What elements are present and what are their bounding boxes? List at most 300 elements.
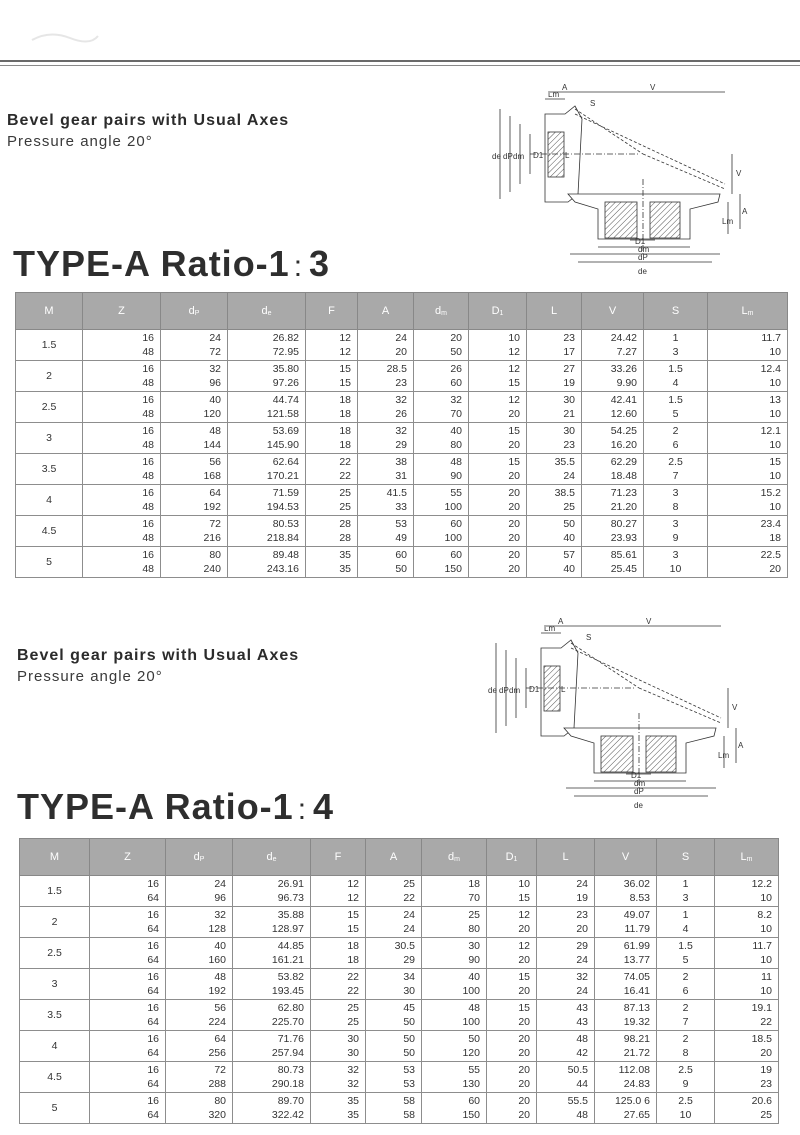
cell-value: 98.21 <box>623 1033 650 1045</box>
cell-m: 5 <box>16 547 83 578</box>
cell-s <box>657 1093 715 1124</box>
cell-value: 15 <box>508 377 520 389</box>
cell-z <box>90 938 166 969</box>
diagram-label-d1b: D1 <box>635 237 646 246</box>
col-dm: $d_m$ <box>414 293 469 330</box>
cell-l <box>537 938 595 969</box>
col-v: V <box>582 293 644 330</box>
cell-value: 20 <box>518 1064 530 1076</box>
cell-value: 216 <box>203 532 221 544</box>
cell-value: 19 <box>563 377 575 389</box>
cell-value: 22 <box>403 892 415 904</box>
cell-value: 80 <box>468 923 480 935</box>
cell-v <box>595 1000 657 1031</box>
cell-d1 <box>487 969 537 1000</box>
cell-value: 32 <box>576 971 588 983</box>
cell-value: 24 <box>563 470 575 482</box>
cell-value: 30 <box>468 940 480 952</box>
cell-value: 12.1 <box>760 425 781 437</box>
cell-value: 54.25 <box>610 425 637 437</box>
cell-f <box>311 1093 366 1124</box>
cell-value: 30 <box>563 394 575 406</box>
cell-value: 40 <box>468 971 480 983</box>
cell-value: 24 <box>214 878 226 890</box>
cell-value: 112.08 <box>618 1064 650 1076</box>
bevel-gear-diagram <box>486 618 751 818</box>
cell-value: 48 <box>214 971 226 983</box>
cell-value: 6 <box>682 985 689 997</box>
cell-value: 50 <box>468 1033 480 1045</box>
cell-value: 2 <box>682 971 689 983</box>
cell-value: 18 <box>339 425 351 437</box>
cell-de <box>233 938 311 969</box>
cell-value: 10 <box>760 892 772 904</box>
cell-value: 12 <box>508 346 520 358</box>
cell-value: 48 <box>450 456 462 468</box>
cell-s <box>657 1000 715 1031</box>
table-row <box>20 1093 779 1124</box>
cell-value: 20 <box>576 923 588 935</box>
cell-value: 2 <box>682 1002 689 1014</box>
cell-value: 256 <box>208 1047 226 1059</box>
cell-value: 33 <box>395 501 407 513</box>
cell-m: 3.5 <box>16 454 83 485</box>
cell-value: 8 <box>682 1047 689 1059</box>
cell-value: 16 <box>142 394 154 406</box>
col-de: $d_e$ <box>228 293 306 330</box>
cell-value: 120 <box>462 1047 480 1059</box>
diagram-label-dp2: dP <box>634 787 644 796</box>
cell-value: 64 <box>147 1109 159 1121</box>
cell-value: 100 <box>462 1016 480 1028</box>
cell-value: 121.58 <box>266 408 299 420</box>
cell-value: 49.07 <box>623 909 650 921</box>
cell-value: 10 <box>760 985 772 997</box>
cell-value: 11.7 <box>761 332 781 344</box>
diagram-label-v2: V <box>732 703 738 712</box>
ratio-value: 3 <box>309 243 331 284</box>
cell-value: 48 <box>142 501 154 513</box>
cell-l <box>537 969 595 1000</box>
cell-value: 20 <box>395 346 407 358</box>
cell-s <box>657 1031 715 1062</box>
cell-value: 50 <box>395 563 407 575</box>
cell-value: 35.80 <box>272 363 299 375</box>
cell-m: 4.5 <box>20 1062 90 1093</box>
cell-m: 5 <box>20 1093 90 1124</box>
cell-dp <box>166 1000 233 1031</box>
cell-m: 3 <box>20 969 90 1000</box>
cell-value: 25 <box>339 487 351 499</box>
diagram-label-de2: de <box>634 801 643 810</box>
cell-value: 32 <box>347 1064 359 1076</box>
cell-value: 60 <box>468 1095 480 1107</box>
cell-value: 53.82 <box>277 971 304 983</box>
cell-value: 32 <box>209 363 221 375</box>
cell-value: 60 <box>450 518 462 530</box>
cell-value: 12.60 <box>610 408 637 420</box>
cell-value: 16 <box>147 878 159 890</box>
cell-value: 36.02 <box>623 878 650 890</box>
cell-value: 193.45 <box>271 985 304 997</box>
cell-value: 15 <box>518 1002 530 1014</box>
cell-value: 61.99 <box>623 940 650 952</box>
col-l: L <box>527 293 582 330</box>
cell-value: 48 <box>142 563 154 575</box>
cell-lm <box>715 1062 779 1093</box>
cell-value: 1.5 <box>668 363 683 375</box>
cell-value: 24 <box>576 878 588 890</box>
cell-value: 20 <box>518 1078 530 1090</box>
cell-value: 35.88 <box>277 909 304 921</box>
cell-l <box>537 1093 595 1124</box>
cell-value: 72 <box>214 1064 226 1076</box>
cell-dm <box>422 969 487 1000</box>
cell-m: 1.5 <box>20 876 90 907</box>
cell-value: 161.21 <box>271 954 304 966</box>
cell-value: 48 <box>209 425 221 437</box>
cell-value: 125.0 6 <box>614 1095 650 1107</box>
cell-value: 4 <box>672 377 679 389</box>
cell-value: 64 <box>147 954 159 966</box>
cell-f <box>311 876 366 907</box>
cell-value: 10 <box>769 439 781 451</box>
diagram-label-lm: Lm <box>544 624 556 633</box>
diagram-label-lm2: Lm <box>718 751 730 760</box>
cell-de <box>233 1062 311 1093</box>
table-row <box>20 1031 779 1062</box>
cell-value: 62.29 <box>610 456 637 468</box>
col-a: A <box>358 293 414 330</box>
cell-value: 20 <box>508 549 520 561</box>
cell-value: 10 <box>769 346 781 358</box>
cell-value: 27.65 <box>623 1109 650 1121</box>
cell-value: 48 <box>576 1109 588 1121</box>
cell-dm <box>422 1062 487 1093</box>
diagram-label-dm2: dm <box>634 779 646 788</box>
cell-value: 12 <box>518 909 530 921</box>
cell-value: 145.90 <box>266 439 299 451</box>
cell-value: 26 <box>395 408 407 420</box>
cell-value: 42.41 <box>610 394 637 406</box>
cell-value: 19 <box>576 892 588 904</box>
cell-value: 9.90 <box>616 377 637 389</box>
cell-dm <box>422 1031 487 1062</box>
cell-value: 20 <box>518 1095 530 1107</box>
cell-value: 128 <box>208 923 226 935</box>
cell-value: 60 <box>450 549 462 561</box>
cell-value: 71.76 <box>277 1033 304 1045</box>
cell-value: 22 <box>347 985 359 997</box>
cell-value: 13 <box>769 394 781 406</box>
cell-value: 48 <box>142 346 154 358</box>
cell-value: 10 <box>769 501 781 513</box>
cell-value: 18 <box>769 532 781 544</box>
cell-value: 19.32 <box>623 1016 650 1028</box>
table-row <box>20 938 779 969</box>
cell-value: 11.79 <box>624 923 650 935</box>
cell-value: 15.2 <box>760 487 781 499</box>
cell-value: 20 <box>508 501 520 513</box>
cell-value: 20 <box>518 1033 530 1045</box>
cell-value: 12.4 <box>760 363 781 375</box>
cell-a <box>366 1062 422 1093</box>
cell-value: 50.5 <box>567 1064 588 1076</box>
cell-dm <box>422 1093 487 1124</box>
cell-value: 25 <box>347 1002 359 1014</box>
cell-l <box>537 907 595 938</box>
cell-value: 3 <box>682 892 689 904</box>
cell-value: 48 <box>142 470 154 482</box>
cell-value: 100 <box>462 985 480 997</box>
cell-value: 9 <box>682 1078 689 1090</box>
cell-value: 62.80 <box>277 1002 304 1014</box>
cell-value: 64 <box>147 892 159 904</box>
cell-value: 10 <box>518 878 530 890</box>
cell-value: 55 <box>468 1064 480 1076</box>
cell-value: 30 <box>403 985 415 997</box>
cell-dp <box>166 1093 233 1124</box>
cell-value: 50 <box>403 1033 415 1045</box>
cell-value: 10 <box>760 923 772 935</box>
cell-value: 22 <box>339 470 351 482</box>
cell-value: 89.48 <box>272 549 299 561</box>
cell-value: 40 <box>214 940 226 952</box>
cell-value: 4 <box>682 923 689 935</box>
cell-value: 80 <box>214 1095 226 1107</box>
cell-z <box>90 1000 166 1031</box>
cell-value: 16 <box>142 332 154 344</box>
cell-lm <box>715 1093 779 1124</box>
cell-value: 25 <box>339 501 351 513</box>
col-dm: $d_m$ <box>422 839 487 876</box>
cell-value: 80.73 <box>277 1064 304 1076</box>
cell-value: 20.6 <box>751 1095 772 1107</box>
cell-value: 15 <box>339 363 351 375</box>
cell-m: 2 <box>20 907 90 938</box>
col-d1: $D_1$ <box>487 839 537 876</box>
cell-value: 20 <box>508 408 520 420</box>
cell-value: 20 <box>518 1047 530 1059</box>
cell-value: 16 <box>147 1095 159 1107</box>
cell-value: 96.73 <box>277 892 304 904</box>
cell-value: 72 <box>209 518 221 530</box>
cell-value: 168 <box>203 470 221 482</box>
cell-value: 320 <box>208 1109 226 1121</box>
cell-value: 15 <box>769 456 781 468</box>
cell-value: 64 <box>147 923 159 935</box>
cell-s <box>657 1062 715 1093</box>
cell-value: 288 <box>208 1078 226 1090</box>
cell-value: 48 <box>142 377 154 389</box>
cell-value: 16 <box>142 425 154 437</box>
cell-value: 85.61 <box>610 549 637 561</box>
cell-dp <box>166 907 233 938</box>
section-title: Bevel gear pairs with Usual Axes <box>17 647 300 664</box>
cell-value: 26 <box>450 363 462 375</box>
cell-z <box>90 1031 166 1062</box>
cell-value: 12.2 <box>751 878 772 890</box>
cell-l <box>537 876 595 907</box>
cell-value: 16 <box>142 487 154 499</box>
cell-m: 4 <box>16 485 83 516</box>
cell-value: 128.97 <box>271 923 304 935</box>
cell-value: 257.94 <box>271 1047 304 1059</box>
cell-value: 218.84 <box>266 532 299 544</box>
cell-value: 24 <box>403 909 415 921</box>
cell-value: 15 <box>347 923 359 935</box>
cell-value: 30 <box>347 1047 359 1059</box>
diagram-label-de: de <box>488 686 497 695</box>
cell-dm <box>422 907 487 938</box>
cell-value: 20 <box>518 923 530 935</box>
cell-z <box>90 907 166 938</box>
cell-value: 53 <box>403 1078 415 1090</box>
cell-value: 25 <box>347 1016 359 1028</box>
cell-value: 16 <box>147 909 159 921</box>
cell-d1 <box>487 1000 537 1031</box>
col-lm: $L_m$ <box>715 839 779 876</box>
diagram-label-d1: D1 <box>533 151 544 160</box>
cell-value: 18 <box>347 954 359 966</box>
cell-value: 24 <box>403 923 415 935</box>
cell-a <box>366 1000 422 1031</box>
cell-value: 64 <box>147 1016 159 1028</box>
cell-value: 10 <box>769 408 781 420</box>
table-row <box>20 1062 779 1093</box>
cell-s <box>657 938 715 969</box>
cell-de <box>233 1000 311 1031</box>
cell-dm <box>422 1000 487 1031</box>
cell-value: 35.5 <box>554 456 575 468</box>
cell-value: 15 <box>339 377 351 389</box>
cell-value: 53 <box>403 1064 415 1076</box>
cell-value: 96 <box>214 892 226 904</box>
cell-value: 16 <box>147 1064 159 1076</box>
cell-value: 20 <box>508 563 520 575</box>
cell-value: 64 <box>214 1033 226 1045</box>
cell-value: 12 <box>347 878 359 890</box>
cell-value: 29 <box>395 439 407 451</box>
cell-value: 322.42 <box>271 1109 304 1121</box>
col-m: M <box>20 839 90 876</box>
cell-value: 21.72 <box>623 1047 650 1059</box>
cell-de <box>233 907 311 938</box>
cell-value: 80 <box>209 549 221 561</box>
cell-value: 16 <box>147 1033 159 1045</box>
cell-value: 24.42 <box>610 332 637 344</box>
cell-value: 150 <box>444 563 462 575</box>
diagram-label-a2: A <box>742 207 748 216</box>
cell-value: 38.5 <box>554 487 575 499</box>
diagram-label-a2: A <box>738 741 744 750</box>
cell-value: 23 <box>576 909 588 921</box>
diagram-label-v2: V <box>736 169 742 178</box>
cell-m: 4.5 <box>16 516 83 547</box>
cell-value: 72 <box>209 346 221 358</box>
diagram-label-lm2: Lm <box>722 217 734 226</box>
cell-value: 23 <box>563 439 575 451</box>
cell-value: 2.5 <box>668 456 683 468</box>
cell-dp <box>166 938 233 969</box>
cell-dp <box>166 969 233 1000</box>
cell-value: 12 <box>347 892 359 904</box>
cell-z <box>90 969 166 1000</box>
cell-value: 28 <box>339 532 351 544</box>
cell-value: 32 <box>347 1078 359 1090</box>
cell-value: 24 <box>576 954 588 966</box>
cell-value: 57 <box>563 549 575 561</box>
cell-value: 40 <box>563 563 575 575</box>
cell-value: 31 <box>395 470 407 482</box>
cell-value: 21.20 <box>610 501 637 513</box>
cell-value: 19 <box>760 1064 772 1076</box>
cell-m: 2.5 <box>20 938 90 969</box>
cell-m: 3 <box>16 423 83 454</box>
cell-value: 44.85 <box>277 940 304 952</box>
cell-value: 3 <box>672 518 679 530</box>
type-label: TYPE-A Ratio-1 <box>17 786 294 827</box>
cell-value: 48 <box>142 532 154 544</box>
cell-value: 20 <box>508 532 520 544</box>
cell-value: 15 <box>508 456 520 468</box>
cell-value: 97.26 <box>272 377 299 389</box>
cell-value: 243.16 <box>266 563 299 575</box>
cell-lm <box>715 907 779 938</box>
cell-value: 20 <box>518 1109 530 1121</box>
cell-value: 32 <box>214 909 226 921</box>
cell-m: 2 <box>16 361 83 392</box>
cell-value: 1.5 <box>678 940 693 952</box>
cell-value: 15 <box>508 425 520 437</box>
type-label: TYPE-A Ratio-1 <box>13 243 290 284</box>
diagram-label-d1b: D1 <box>631 771 642 780</box>
cell-d1 <box>487 938 537 969</box>
cell-value: 41.5 <box>386 487 407 499</box>
cell-value: 60 <box>450 377 462 389</box>
col-z: Z <box>83 293 161 330</box>
cell-d1 <box>487 876 537 907</box>
cell-value: 9 <box>672 532 679 544</box>
cell-value: 19.1 <box>751 1002 772 1014</box>
cell-value: 3 <box>672 487 679 499</box>
cell-value: 2 <box>682 1033 689 1045</box>
cell-value: 18 <box>339 408 351 420</box>
cell-z <box>90 876 166 907</box>
col-a: A <box>366 839 422 876</box>
cell-value: 2.5 <box>678 1064 693 1076</box>
cell-value: 42 <box>576 1047 588 1059</box>
cell-dp <box>166 1062 233 1093</box>
col-de: $d_e$ <box>233 839 311 876</box>
cell-value: 20 <box>518 985 530 997</box>
cell-value: 44.74 <box>272 394 299 406</box>
cell-v <box>595 1062 657 1093</box>
diagram-label-dm: dm <box>509 686 521 695</box>
table-row <box>20 969 779 1000</box>
col-s: S <box>657 839 715 876</box>
cell-m: 1.5 <box>16 330 83 361</box>
cell-value: 18 <box>468 878 480 890</box>
cell-value: 3 <box>672 549 679 561</box>
cell-m: 2.5 <box>16 392 83 423</box>
cell-value: 27 <box>563 363 575 375</box>
cell-value: 23 <box>760 1078 772 1090</box>
cell-value: 16 <box>147 1002 159 1014</box>
col-v: V <box>595 839 657 876</box>
cell-value: 100 <box>444 501 462 513</box>
cell-value: 12 <box>339 332 351 344</box>
